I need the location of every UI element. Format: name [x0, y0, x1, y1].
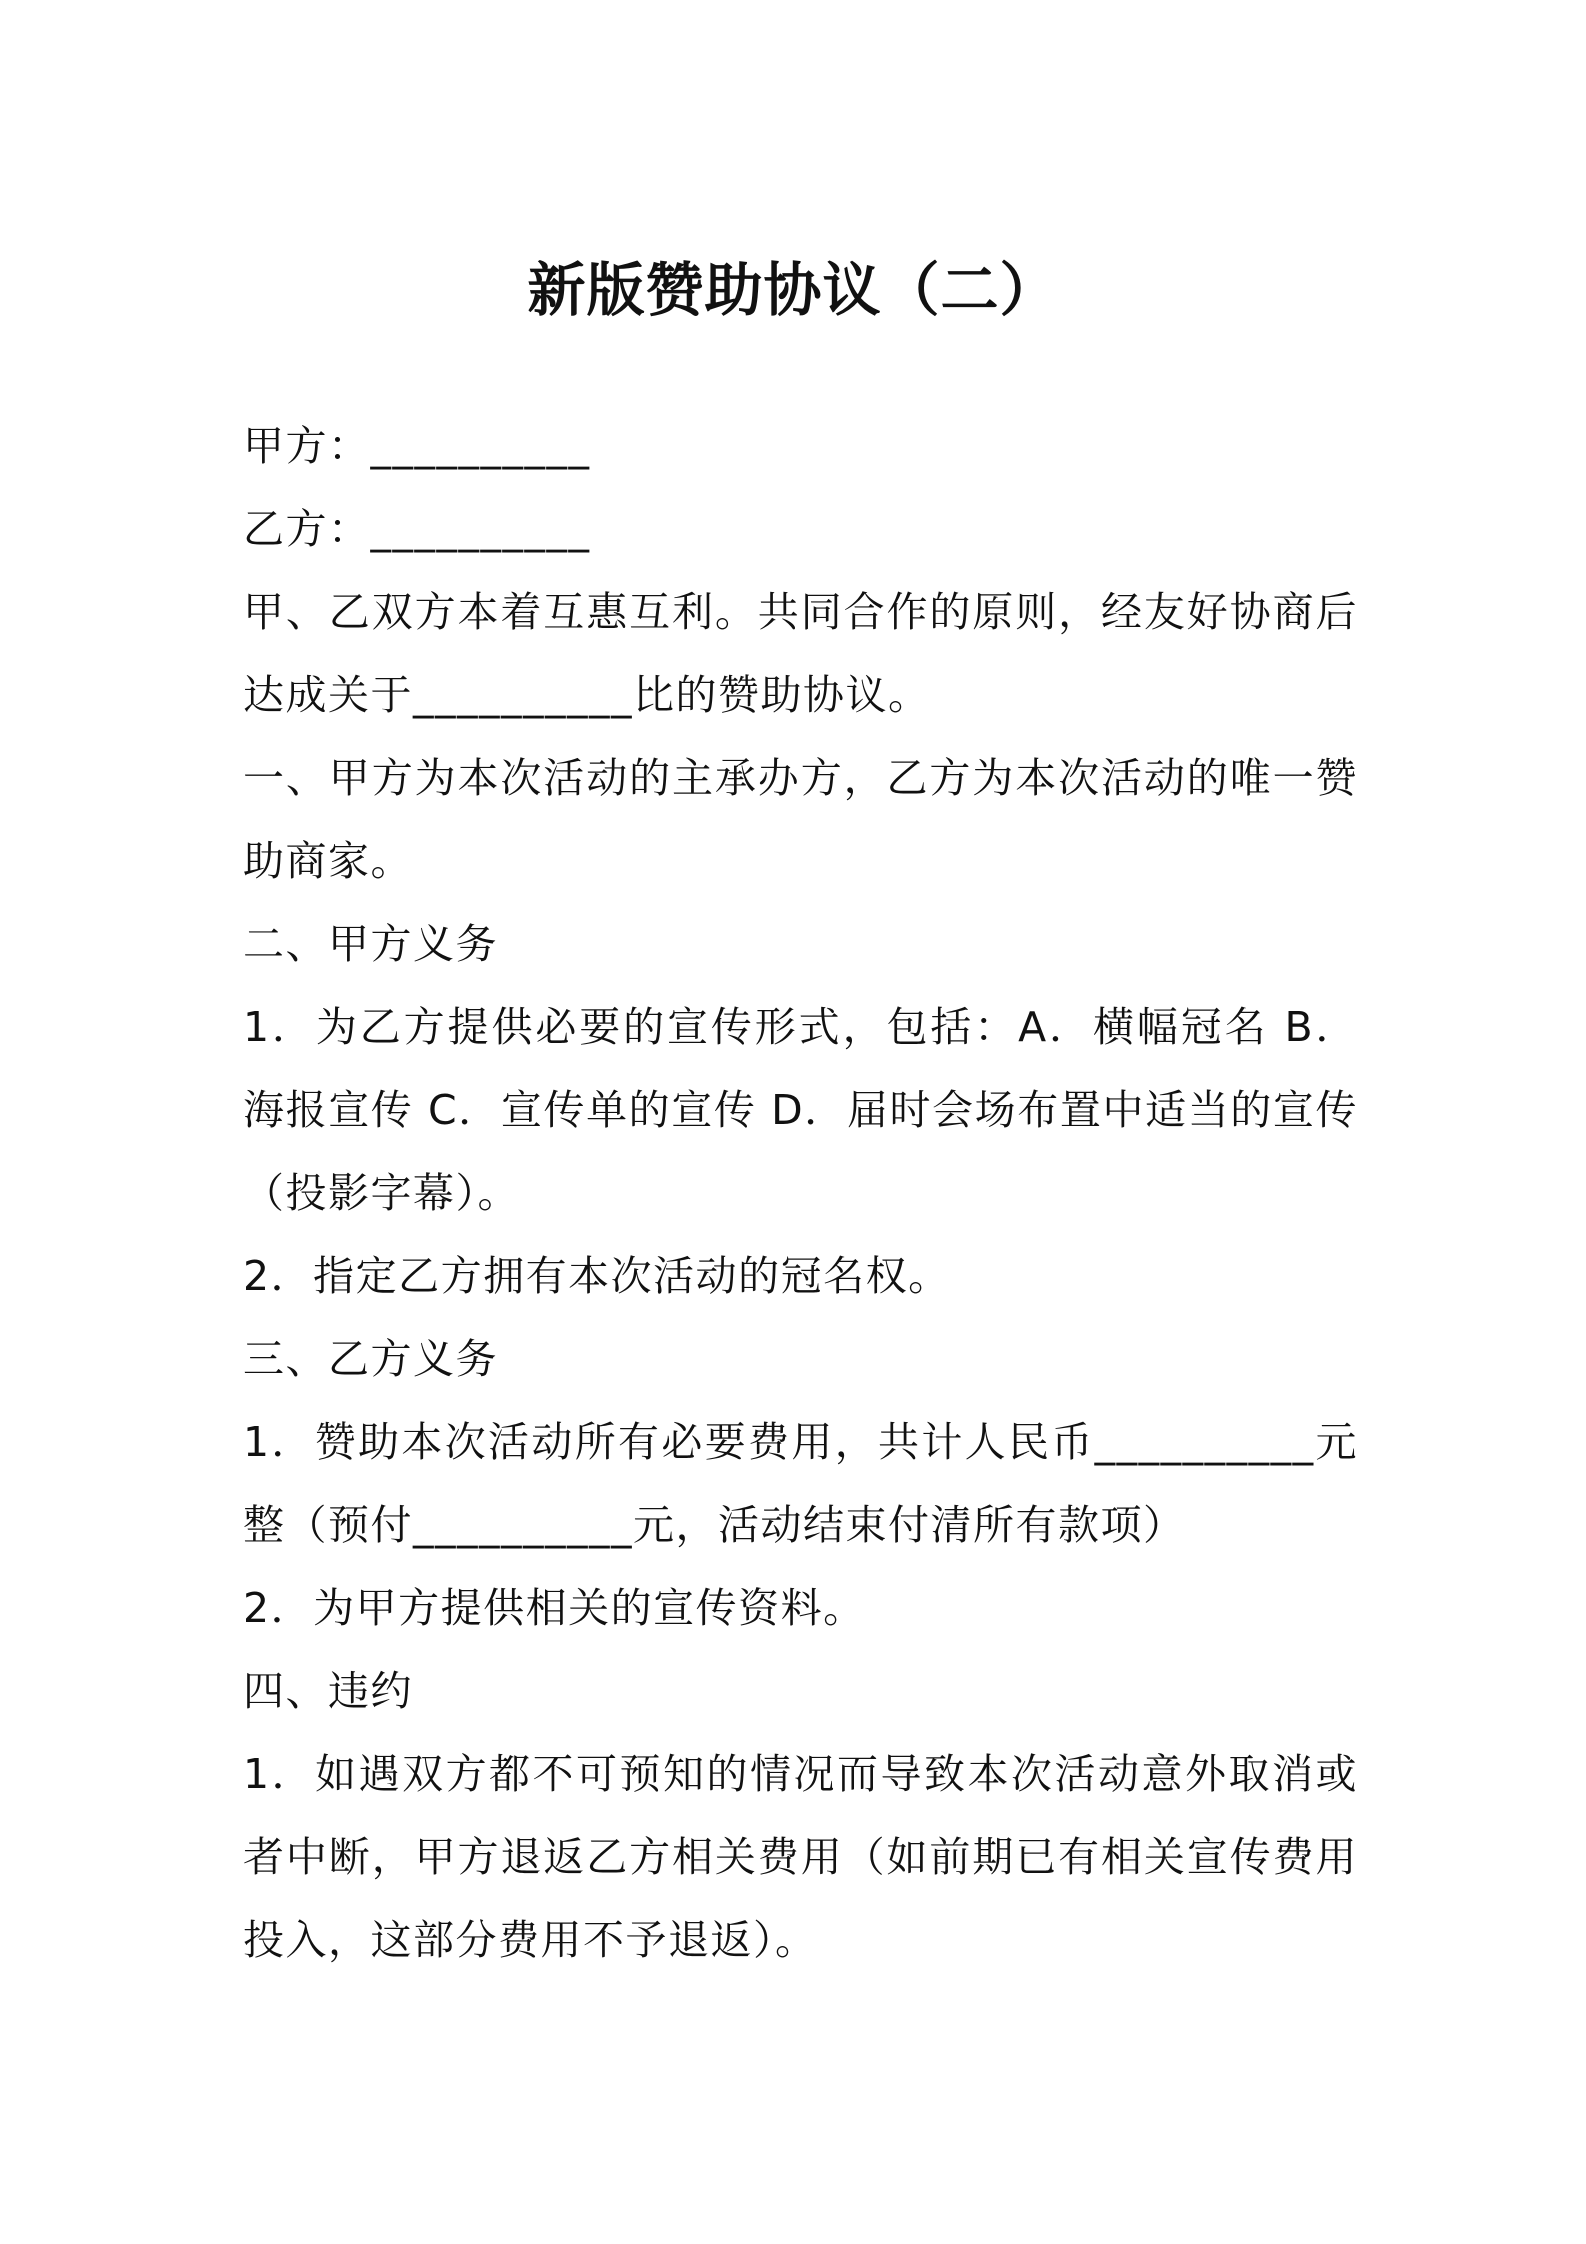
party-a-blank: __________: [370, 422, 591, 470]
prepay-blank: __________: [413, 1501, 633, 1549]
section-4-item-1: 1．如遇双方都不可预知的情况而导致本次活动意外取消或者中断，甲方退返乙方相关费用（如前期已有相关宣传费用投入，这部分费用不予退返）。: [243, 1750, 1358, 1964]
clause-1-paragraph: 一、甲方为本次活动的主承办方，乙方为本次活动的唯一赞助商家。: [243, 754, 1358, 885]
section-2-item-1: 1．为乙方提供必要的宣传形式，包括：A．横幅冠名 B．海报宣传 C．宣传单的宣传 D．届时会场布置中适当的宣传（投影字幕）。: [243, 1003, 1358, 1217]
section-3-heading: 三、乙方义务: [243, 1335, 498, 1383]
party-b-label: 乙方：: [243, 505, 371, 553]
party-a-label: 甲方：: [243, 422, 371, 470]
party-b-blank: __________: [370, 505, 591, 553]
document-title: 新版赞助协议（二）: [527, 256, 1059, 324]
section-3-item-1-part3: 元，活动结束付清所有款项）: [633, 1501, 1186, 1549]
section-3-item-1: [243, 1401, 1358, 1567]
amount-blank: __________: [1094, 1418, 1315, 1466]
section-3-item-2: 2．为甲方提供相关的宣传资料。: [243, 1584, 866, 1632]
section-3-item-1-part1: 1．赞助本次活动所有必要费用，共计人民币: [243, 1418, 1095, 1466]
intro-paragraph: [243, 571, 1358, 737]
section-4-heading: 四、违约: [243, 1667, 413, 1715]
intro-blank: __________: [413, 671, 633, 719]
intro-text-after: 比的赞助协议。: [633, 671, 931, 719]
section-2-heading: 二、甲方义务: [243, 920, 498, 968]
document-body: [243, 405, 1358, 1982]
section-2-item-2: 2．指定乙方拥有本次活动的冠名权。: [243, 1252, 951, 1300]
party-a-line: [243, 405, 1358, 488]
section-3-item-1-part2: 元整（预付: [243, 1418, 1359, 1549]
intro-text-before: 甲、乙双方本着互惠互利。共同合作的原则，经友好协商后达成关于: [243, 588, 1358, 719]
party-b-line: [243, 488, 1358, 571]
